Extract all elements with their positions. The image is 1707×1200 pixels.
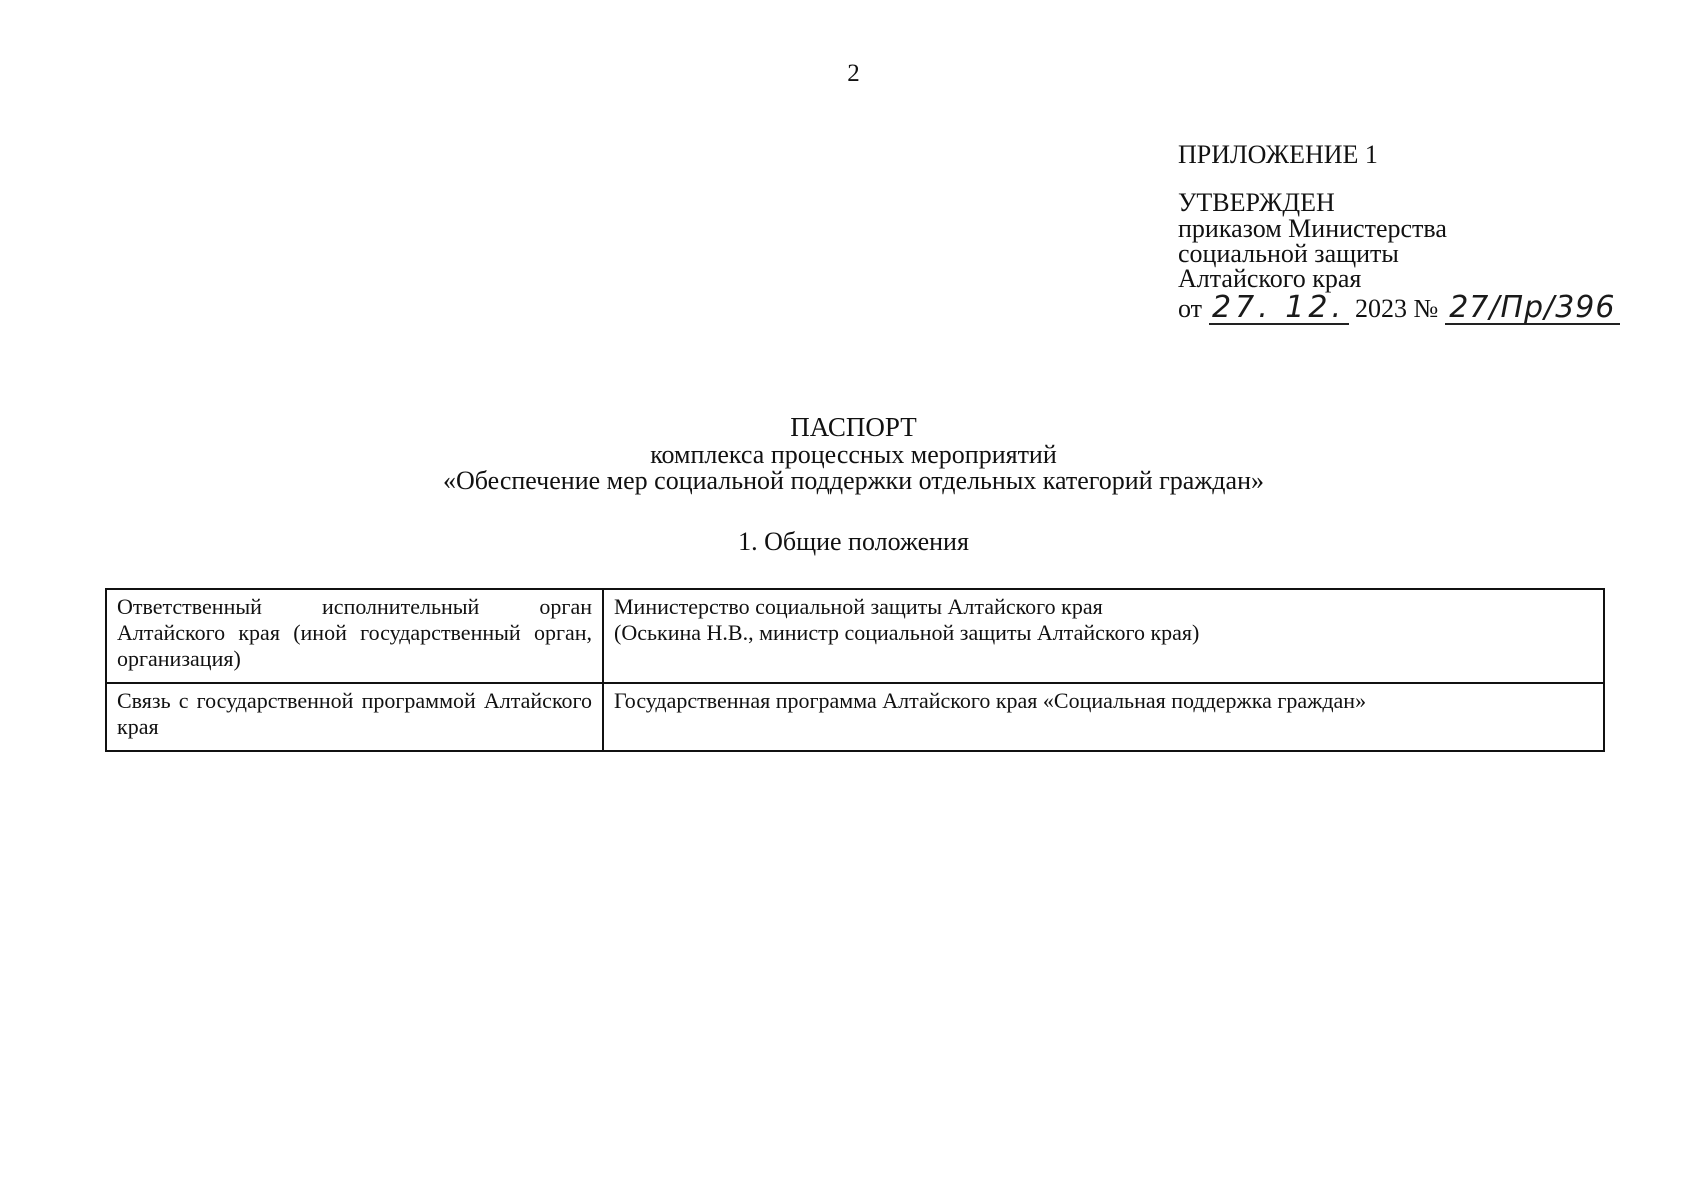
document-title-block — [0, 412, 1707, 494]
approval-date-line — [1178, 290, 1678, 325]
approval-line-order: приказом Министерства — [1178, 214, 1447, 243]
state-program: Государственная программа Алтайского края «Социальная поддержка граждан» — [614, 688, 1367, 713]
responsible-body: Министерство социальной защиты Алтайского края — [614, 594, 1103, 619]
table-cell-value — [603, 589, 1604, 683]
document-subtitle-line1: комплекса процессных мероприятий — [650, 440, 1057, 469]
handwritten-date: 27. 12. — [1209, 293, 1349, 325]
table-cell-label: Ответственный исполнительный орган Алтайского края (иной государственный орган, организация) — [106, 589, 603, 683]
document-subtitle-line2: «Обеспечение мер социальной поддержки отдельных категорий граждан» — [442, 466, 1264, 495]
approved-label: УТВЕРЖДЕН — [1178, 188, 1335, 217]
annex-label: ПРИЛОЖЕНИЕ 1 — [1178, 140, 1378, 169]
year-and-number-label: 2023 № — [1355, 294, 1439, 323]
page-number: 2 — [847, 60, 860, 87]
document-title: ПАСПОРТ — [790, 412, 917, 442]
table-row — [106, 683, 1604, 751]
responsible-person: (Оськина Н.В., министр социальной защиты Алтайского края) — [614, 620, 1200, 645]
approval-stamp-block — [1178, 140, 1678, 325]
date-prefix: от — [1178, 294, 1203, 323]
approval-line-region: Алтайского края — [1178, 264, 1362, 293]
approval-line-ministry: социальной защиты — [1178, 239, 1399, 268]
handwritten-order-number: 27/Пр/396 — [1445, 293, 1620, 325]
table-cell-value — [603, 683, 1604, 751]
table-row — [106, 589, 1604, 683]
section-heading: 1. Общие положения — [738, 527, 969, 556]
table-cell-label: Связь с государственной программой Алтайского края — [106, 683, 603, 751]
general-provisions-table — [105, 588, 1605, 752]
